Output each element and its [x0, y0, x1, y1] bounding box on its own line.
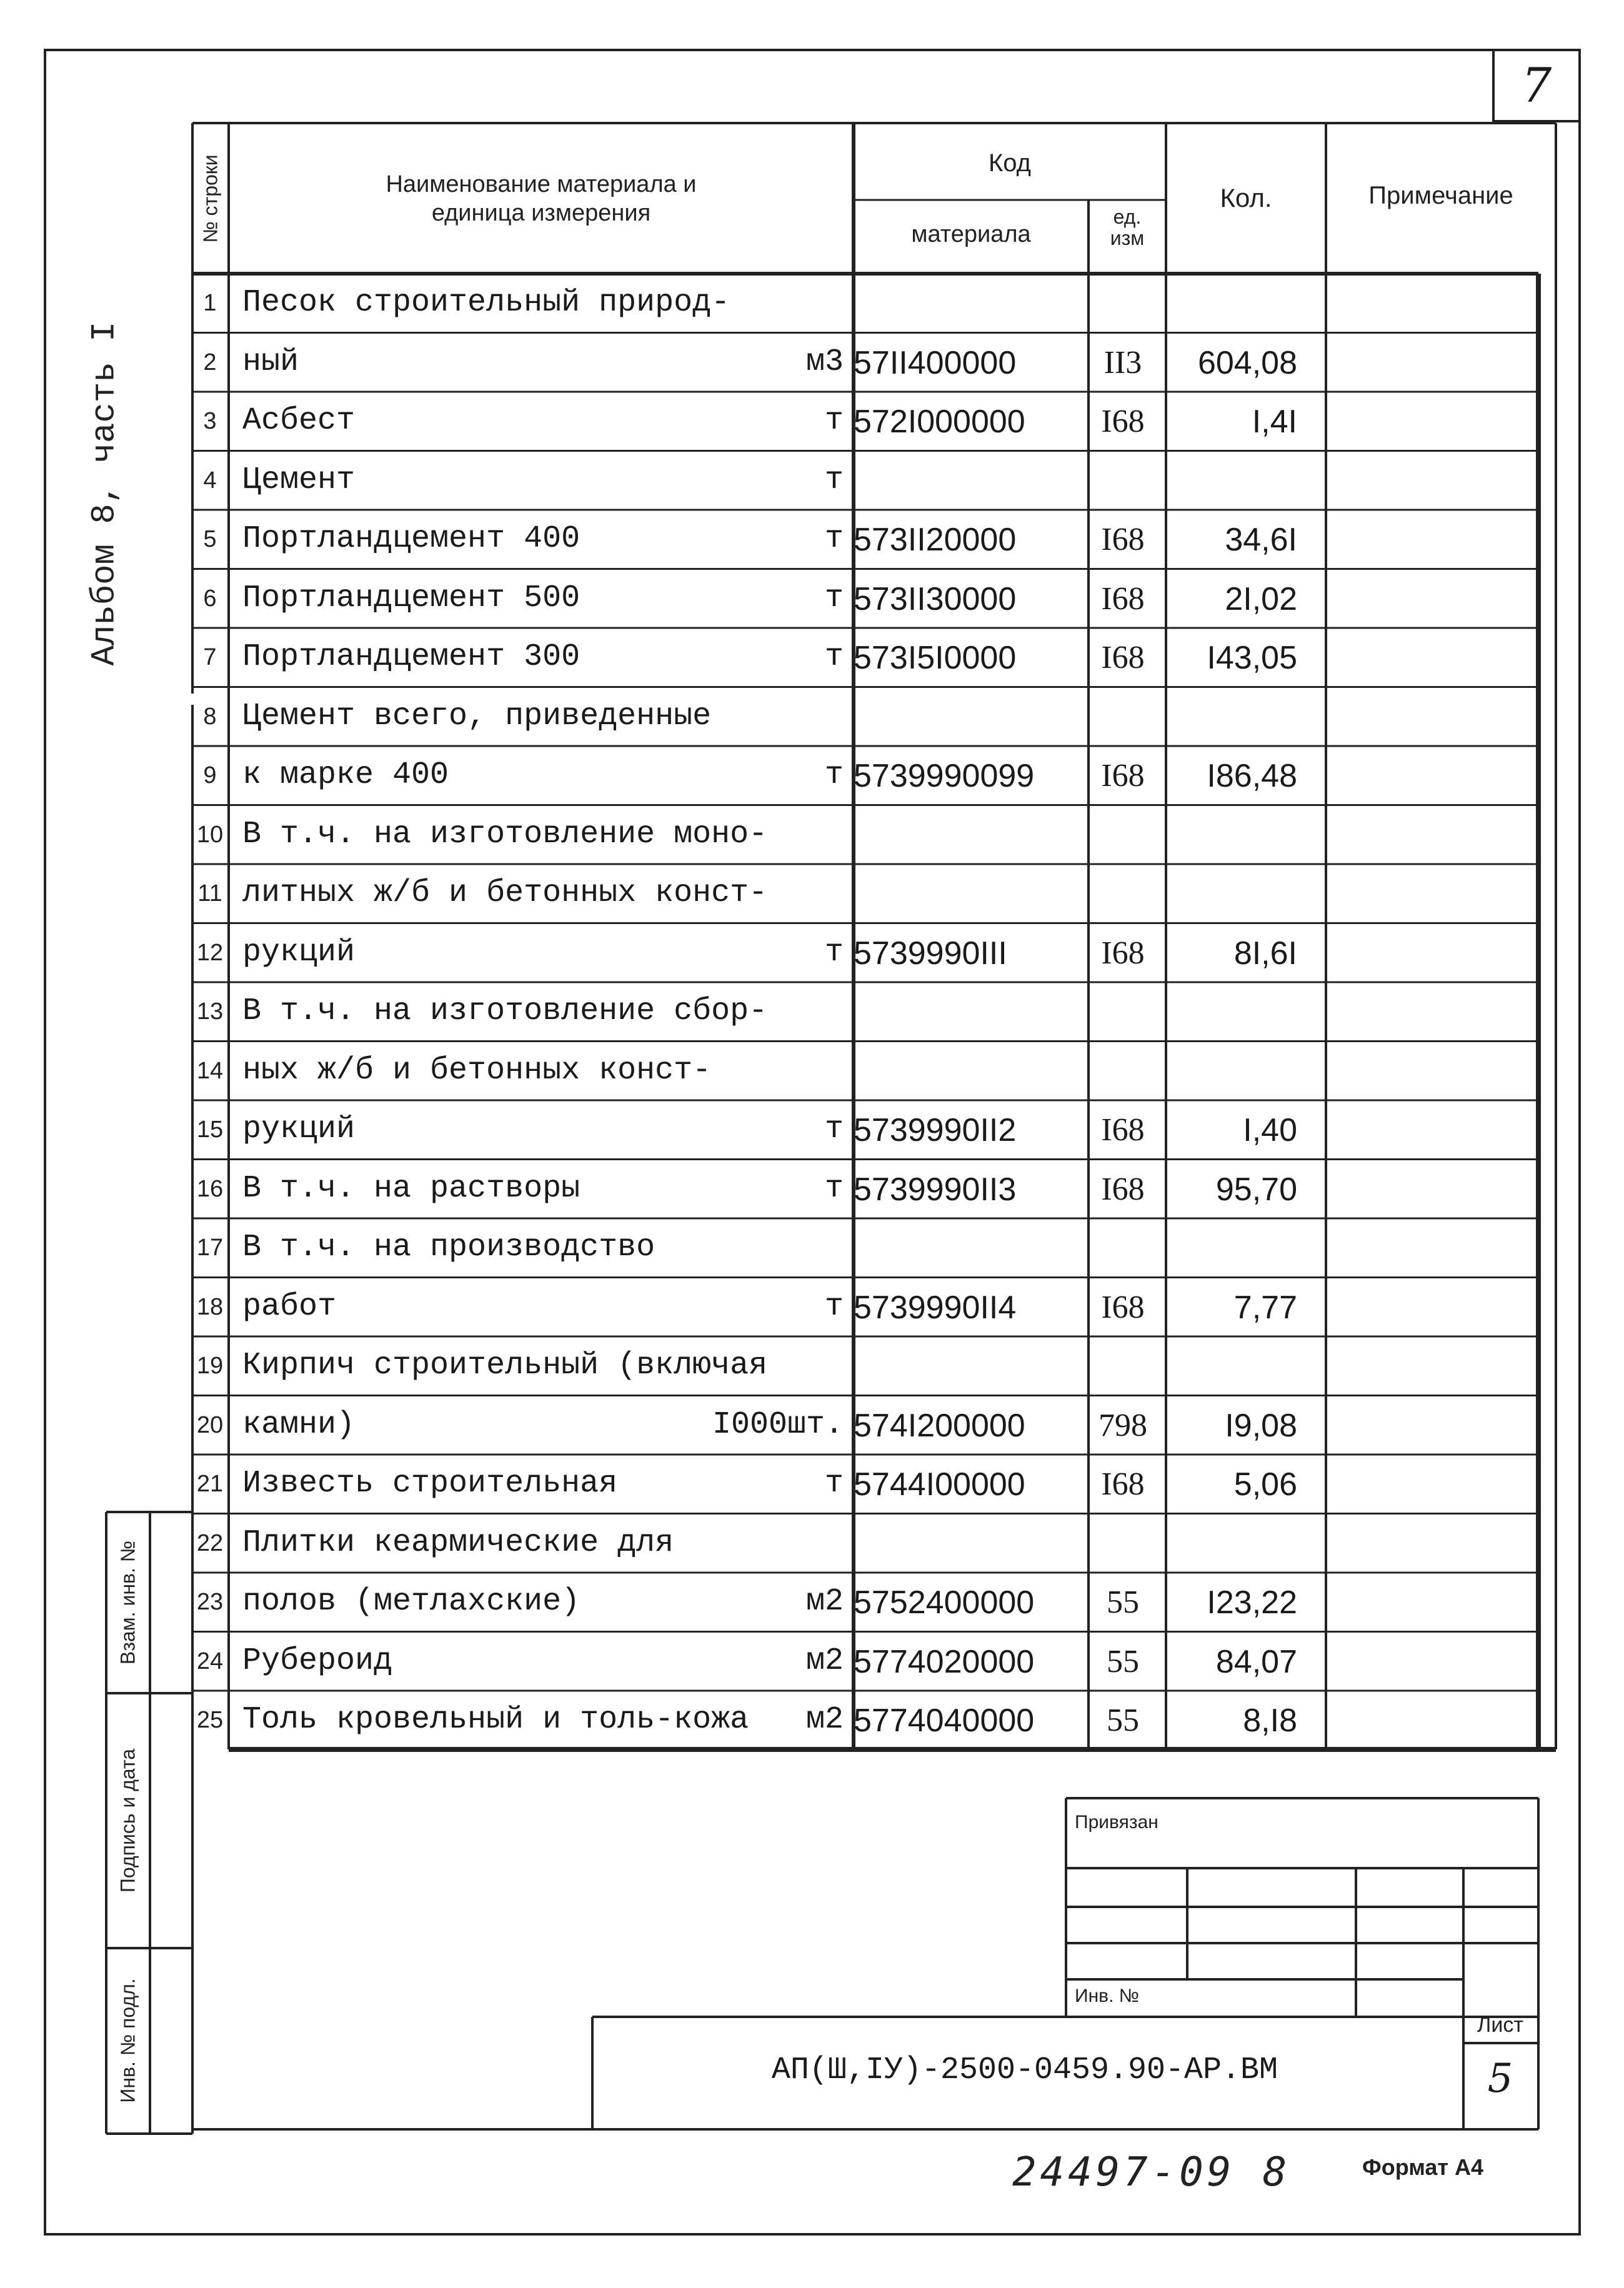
row-number: 23: [196, 1589, 224, 1615]
unit-code: I68: [1101, 1171, 1145, 1207]
quantity: I9,08: [1225, 1407, 1297, 1444]
row-number: 20: [196, 1411, 224, 1438]
quantity: I,40: [1243, 1112, 1297, 1148]
material-code: 5744I00000: [854, 1466, 1025, 1503]
row-number: 1: [203, 290, 217, 316]
unit-of-measure: т: [824, 521, 844, 557]
unit-code: II3: [1103, 344, 1142, 381]
material-name: Кирпич строительный (включая: [242, 1348, 768, 1383]
material-name: Цемент всего, приведенные: [242, 698, 712, 734]
row-number: 22: [196, 1529, 224, 1556]
unit-of-measure: т: [824, 1170, 844, 1206]
unit-of-measure: т: [824, 639, 844, 675]
header-code-material: материала: [911, 221, 1031, 247]
unit-code: 798: [1098, 1407, 1147, 1443]
material-code: 5739990III: [854, 935, 1007, 972]
material-name: рукций: [242, 934, 356, 970]
material-code: 5752400000: [854, 1584, 1035, 1621]
unit-of-measure: т: [824, 1288, 844, 1325]
row-number: 17: [196, 1235, 224, 1261]
material-code: 5774020000: [854, 1643, 1035, 1680]
header-name: Наименование материала и единица измерения: [386, 171, 697, 226]
quantity: 8,I8: [1243, 1703, 1297, 1739]
quantity: 604,08: [1197, 344, 1297, 381]
material-name: рукций: [242, 1112, 356, 1147]
unit-of-measure: м3: [805, 344, 844, 380]
unit-code: I68: [1101, 580, 1145, 617]
quantity: 8I,6I: [1233, 935, 1297, 972]
unit-code: I68: [1101, 1466, 1145, 1502]
header-quantity: Кол.: [1220, 183, 1272, 212]
material-name: ный: [242, 344, 299, 380]
material-name: к марке 400: [242, 757, 449, 793]
quantity: I86,48: [1207, 758, 1297, 794]
material-name: Портландцемент 300: [242, 639, 580, 675]
row-number: 9: [203, 762, 217, 788]
unit-code: I68: [1101, 640, 1145, 675]
unit-of-measure: т: [824, 934, 844, 970]
unit-code: I68: [1101, 758, 1145, 793]
material-code: 5774040000: [854, 1703, 1035, 1739]
row-number: 15: [196, 1117, 224, 1143]
unit-of-measure: т: [824, 403, 844, 439]
unit-of-measure: т: [824, 1112, 844, 1147]
stamp-list-label: Лист: [1477, 2013, 1523, 2037]
row-number: 14: [196, 1057, 224, 1084]
row-number: 16: [196, 1175, 224, 1202]
unit-of-measure: м2: [805, 1643, 844, 1679]
material-name: полов (метлахские): [242, 1584, 580, 1619]
document-id: АП(Ш,IУ)-2500-0459.90-АР.ВМ: [771, 2052, 1278, 2088]
stamp-inv-no: Инв. №: [1075, 1986, 1139, 2006]
material-code: 573I5I0000: [854, 640, 1017, 676]
stamp-privyazan: Привязан: [1075, 1812, 1158, 1833]
unit-of-measure: м2: [805, 1702, 844, 1738]
row-number: 7: [203, 644, 217, 670]
header-code-unit: ед. изм: [1110, 206, 1145, 249]
row-number: 18: [196, 1293, 224, 1320]
header-note: Примечание: [1368, 182, 1513, 209]
quantity: 95,70: [1215, 1171, 1297, 1208]
format-label: Формат А4: [1362, 2154, 1484, 2180]
quantity: 84,07: [1215, 1643, 1297, 1680]
material-code: 57II400000: [854, 344, 1017, 381]
row-number: 5: [203, 526, 217, 552]
unit-code: I68: [1101, 935, 1145, 971]
material-name: Портландцемент 500: [242, 580, 580, 616]
material-name: Толь кровельный и толь-кожа: [242, 1702, 749, 1738]
material-name: Цемент: [242, 462, 356, 498]
unit-code: 55: [1107, 1703, 1139, 1738]
unit-code: I68: [1101, 1289, 1145, 1325]
quantity: 34,6I: [1225, 522, 1297, 558]
row-number: 4: [203, 467, 217, 494]
row-number: 19: [196, 1353, 224, 1379]
quantity: 5,06: [1233, 1466, 1297, 1503]
row-number: 3: [203, 408, 217, 434]
row-number: 21: [196, 1471, 224, 1497]
material-code: 574I200000: [854, 1407, 1025, 1444]
material-name: В т.ч. на изготовление моно-: [242, 816, 768, 852]
row-number: 25: [196, 1707, 224, 1733]
material-name: работ: [242, 1288, 337, 1325]
material-name: Плитки кеармические для: [242, 1525, 674, 1561]
unit-code: 55: [1107, 1584, 1139, 1620]
unit-code: 55: [1107, 1643, 1139, 1679]
material-name: Песок строительный природ-: [242, 285, 730, 321]
unit-code: I68: [1101, 404, 1145, 439]
unit-code: I68: [1101, 522, 1145, 557]
row-number: 24: [196, 1648, 224, 1674]
page-number: 7: [1521, 57, 1552, 113]
quantity: 7,77: [1233, 1289, 1297, 1326]
material-name: Асбест: [242, 403, 356, 439]
row-number: 12: [196, 939, 224, 966]
material-name: В т.ч. на производство: [242, 1230, 655, 1265]
material-name: Известь строительная: [242, 1466, 618, 1501]
material-name: В т.ч. на изготовление сбор-: [242, 993, 768, 1029]
material-code: 5739990II4: [854, 1289, 1017, 1326]
unit-of-measure: т: [824, 1466, 844, 1501]
row-number: 11: [197, 880, 222, 907]
row-number: 13: [196, 998, 224, 1025]
row-number: 2: [203, 349, 217, 376]
material-code: 5739990099: [854, 758, 1035, 794]
unit-code: I68: [1101, 1112, 1145, 1148]
unit-of-measure: I000шт.: [712, 1406, 844, 1443]
row-number: 10: [196, 821, 224, 848]
material-code: 5739990II3: [854, 1171, 1017, 1208]
handwritten-number: 24497-09 8: [1012, 2149, 1291, 2196]
material-name: Портландцемент 400: [242, 521, 580, 557]
material-code: 573II20000: [854, 522, 1017, 558]
unit-of-measure: т: [824, 580, 844, 616]
material-code: 572I000000: [854, 404, 1025, 440]
row-number: 6: [203, 585, 217, 612]
material-name: ных ж/б и бетонных конст-: [242, 1052, 712, 1088]
quantity: 2I,02: [1225, 580, 1297, 617]
quantity: I,4I: [1252, 404, 1297, 440]
stamp-list-number: 5: [1487, 2056, 1513, 2102]
material-name: камни): [242, 1406, 356, 1443]
quantity: I43,05: [1207, 640, 1297, 676]
unit-of-measure: т: [824, 462, 844, 498]
row-number: 8: [203, 703, 217, 730]
material-name: литных ж/б и бетонных конст-: [242, 875, 768, 911]
material-name: В т.ч. на растворы: [242, 1170, 580, 1206]
material-code: 5739990II2: [854, 1112, 1017, 1148]
header-code: Код: [988, 149, 1031, 177]
quantity: I23,22: [1207, 1584, 1297, 1621]
unit-of-measure: т: [824, 757, 844, 793]
material-name: Рубероид: [242, 1643, 393, 1679]
unit-of-measure: м2: [805, 1584, 844, 1619]
material-code: 573II30000: [854, 580, 1017, 617]
